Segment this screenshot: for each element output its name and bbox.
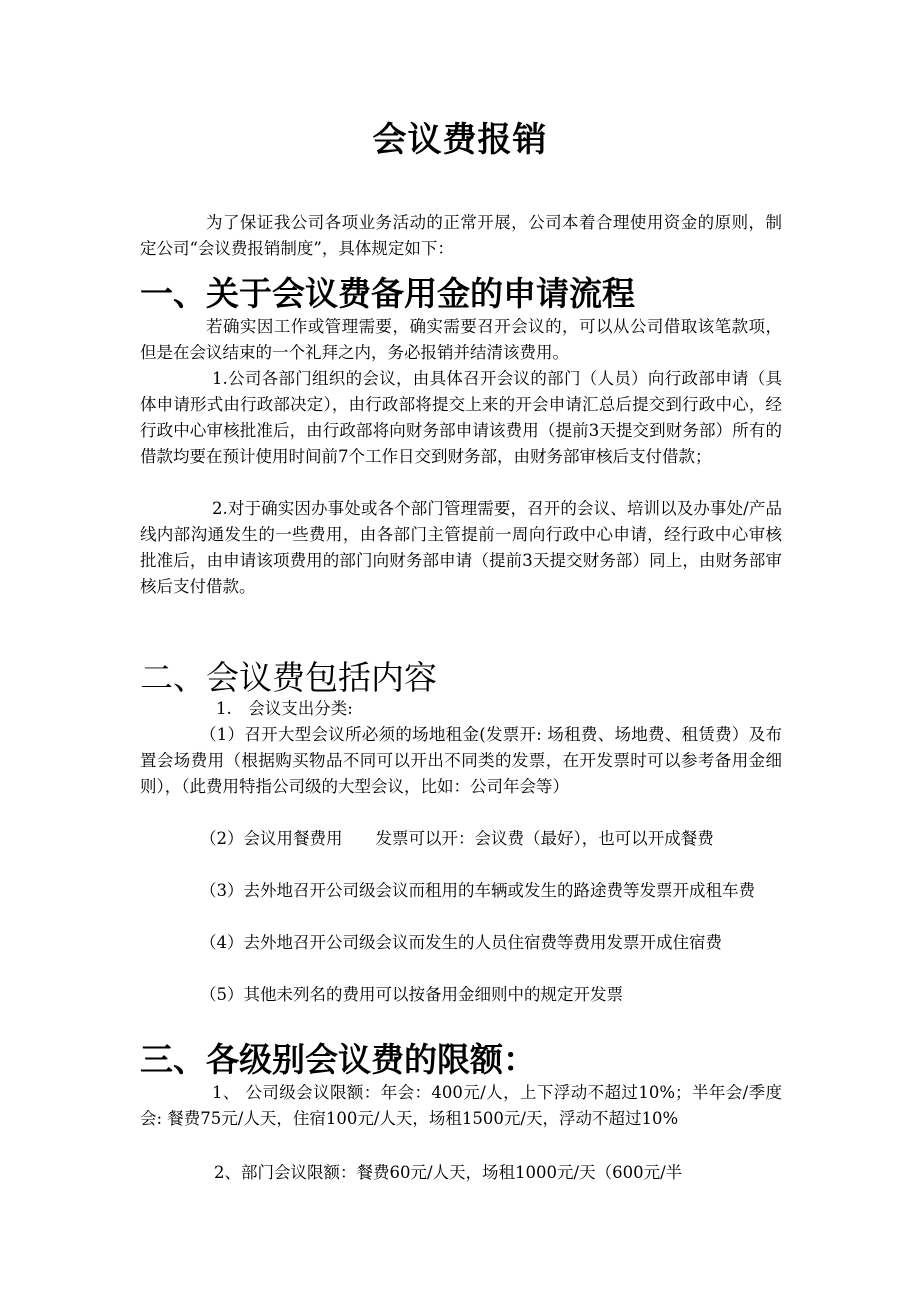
section2-subheading: 1. 会议支出分类: [216, 699, 353, 718]
section3-item-2: 2、部门会议限额：餐费60元/人天，场租1000元/天（600元/半 [214, 1163, 683, 1182]
section2-item-4: （4）去外地召开公司级会议而发生的人员住宿费等费用发票开成住宿费 [200, 933, 722, 952]
section1-paragraph-1: 若确实因工作或管理需要，确实需要召开会议的，可以从公司借取该笔款项，但是在会议结束的一个礼拜之内，务必报销并结清该费用。 [140, 317, 782, 362]
section3-item-1: 1、 公司级会议限额：年会：400元/人，上下浮动不超过10%；半年会/季度会: 餐费75元/人天，住宿100元/人天，场租1500元/天，浮动不超过10% [140, 1083, 782, 1128]
section1-paragraph-3: 2.对于确实因办事处或各个部门管理需要，召开的会议、培训以及办事处/产品线内部沟通发生的一些费用，由各部门主管提前一周向行政中心申请，经行政中心审核批准后，由申请该项费用的部门向财务部申请（提前3天提交财务部）同上，由财务部审核后支付借款。 [140, 499, 782, 596]
section2-item-5: （5）其他未列名的费用可以按备用金细则中的规定开发票 [200, 985, 623, 1004]
section3-heading: 三、各级别会议费的限额： [140, 1040, 536, 1079]
section1-heading: 一、关于会议费备用金的申请流程 [140, 274, 635, 313]
section2-item-2: （2）会议用餐费用 发票可以开：会议费（最好），也可以开成餐费 [200, 829, 714, 848]
section2-heading: 二、会议费包括内容 [140, 658, 437, 697]
section1-paragraph-2: 1.公司各部门组织的会议，由具体召开会议的部门（人员）向行政部申请（具体申请形式由行政部决定），由行政部将提交上来的开会申请汇总后提交到行政中心，经行政中心审核批准后，由行政部将向财务部申请该费用（提前3天提交到财务部）所有的借款均要在预计使用时间前7个工作日交到财务部，由财务部审核后支付借款； [140, 369, 782, 466]
section2-item-3: （3）去外地召开公司级会议而租用的车辆或发生的路途费等发票开成租车费 [200, 881, 755, 900]
intro-paragraph: 为了保证我公司各项业务活动的正常开展，公司本着合理使用资金的原则，制定公司“会议费报销制度”，具体规定如下： [140, 213, 782, 258]
section2-item-1: （1）召开大型会议所必须的场地租金(发票开: 场租费、场地费、租赁费）及布置会场费用（根据购买物品不同可以开出不同类的发票，在开发票时可以参考备用金细则），（此费用特指公司级的大型会议，比如：公司年会等） [140, 725, 782, 796]
document-title: 会议费报销 [372, 120, 548, 160]
